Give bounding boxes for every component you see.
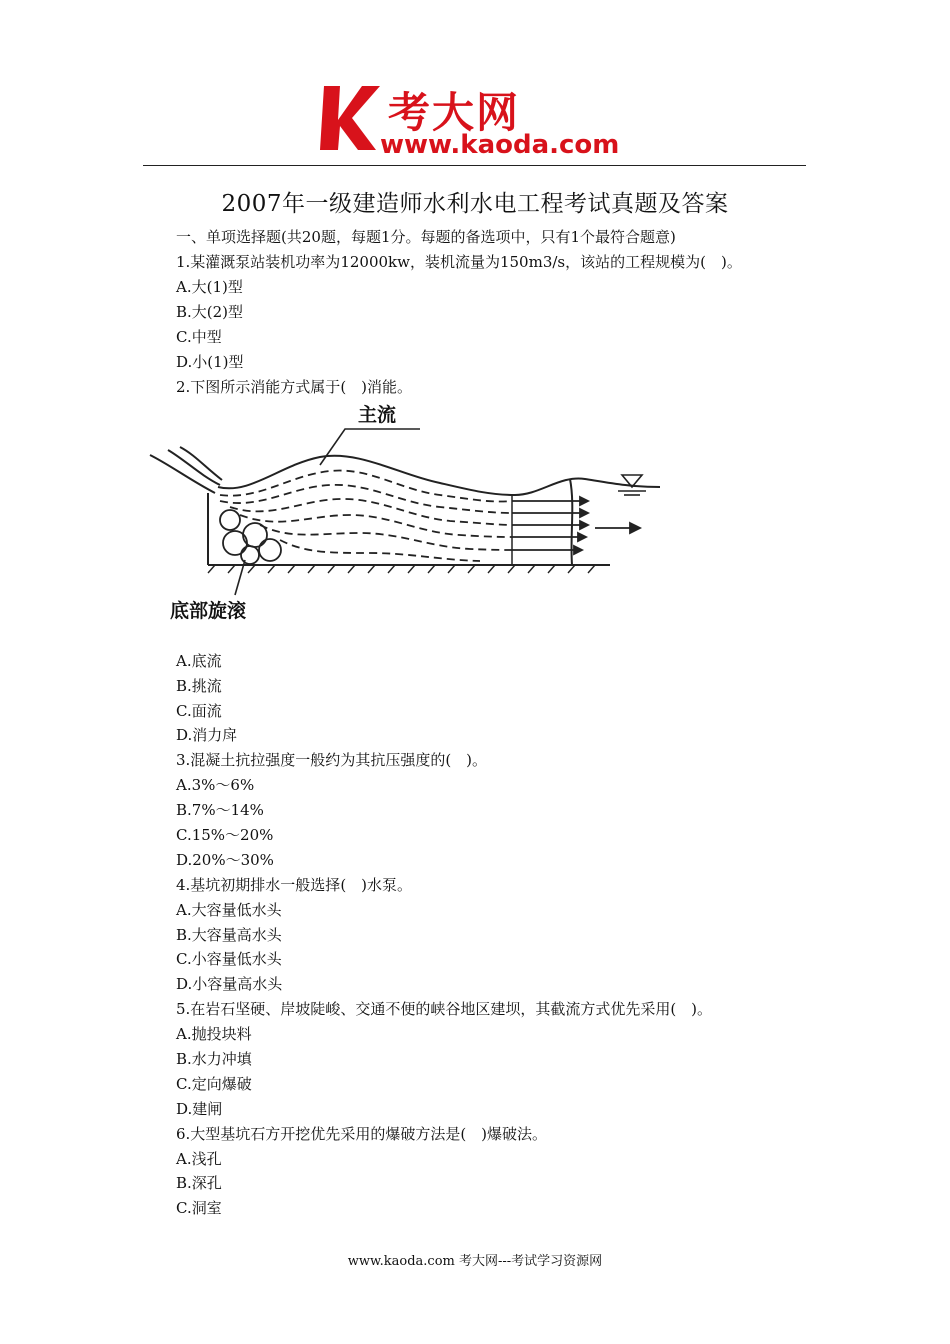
option-4c: C.小容量低水头 xyxy=(176,950,282,968)
logo-url: www.kaoda.com xyxy=(380,130,620,160)
option-1c: C.中型 xyxy=(176,328,222,346)
option-1b: B.大(2)型 xyxy=(176,303,244,321)
option-1d: D.小(1)型 xyxy=(176,353,244,371)
option-2a: A.底流 xyxy=(176,652,222,670)
option-6b: B.深孔 xyxy=(176,1174,222,1192)
option-3a: A.3%～6% xyxy=(176,776,255,794)
option-4d: D.小容量高水头 xyxy=(176,975,283,993)
question-1-stem: 1.某灌溉泵站装机功率为12000kw，装机流量为150m3/s，该站的工程规模为( )。 xyxy=(176,253,742,271)
logo-chinese-name: 考大网 xyxy=(388,88,521,137)
bottom-roller-label: 底部旋滚 xyxy=(170,600,247,622)
document-title: 2007年一级建造师水利水电工程考试真题及答案 xyxy=(221,191,729,217)
hydraulic-jump-diagram xyxy=(140,395,665,630)
option-3b: B.7%～14% xyxy=(176,801,264,819)
option-5d: D.建闸 xyxy=(176,1100,223,1118)
k-logo-icon xyxy=(318,80,384,152)
header-divider xyxy=(143,165,806,166)
question-4-stem: 4.基坑初期排水一般选择( )水泵。 xyxy=(176,876,413,894)
option-4b: B.大容量高水头 xyxy=(176,926,282,944)
site-logo xyxy=(318,80,638,160)
option-5b: B.水力冲填 xyxy=(176,1050,252,1068)
question-2-stem: 2.下图所示消能方式属于( )消能。 xyxy=(176,378,413,396)
question-6-stem: 6.大型基坑石方开挖优先采用的爆破方法是( )爆破法。 xyxy=(176,1125,548,1143)
option-5c: C.定向爆破 xyxy=(176,1075,252,1093)
energy-dissipation-figure xyxy=(140,395,665,630)
option-3d: D.20%～30% xyxy=(176,851,274,869)
question-3-stem: 3.混凝土抗拉强度一般约为其抗压强度的( )。 xyxy=(176,751,488,769)
section-heading: 一、单项选择题(共20题，每题1分。每题的备选项中，只有1个最符合题意) xyxy=(176,228,676,246)
option-3c: C.15%～20% xyxy=(176,826,274,844)
option-6c: C.洞室 xyxy=(176,1199,222,1217)
option-1a: A.大(1)型 xyxy=(176,278,243,296)
option-4a: A.大容量低水头 xyxy=(176,901,282,919)
question-5-stem: 5.在岩石坚硬、岸坡陡峻、交通不便的峡谷地区建坝，其截流方式优先采用( )。 xyxy=(176,1000,713,1018)
option-2d: D.消力戽 xyxy=(176,726,238,744)
option-2b: B.挑流 xyxy=(176,677,222,695)
main-flow-label: 主流 xyxy=(358,404,397,426)
option-2c: C.面流 xyxy=(176,702,222,720)
page-footer: www.kaoda.com 考大网---考试学习资源网 xyxy=(347,1254,603,1269)
option-6a: A.浅孔 xyxy=(176,1150,222,1168)
option-5a: A.抛投块料 xyxy=(176,1025,252,1043)
